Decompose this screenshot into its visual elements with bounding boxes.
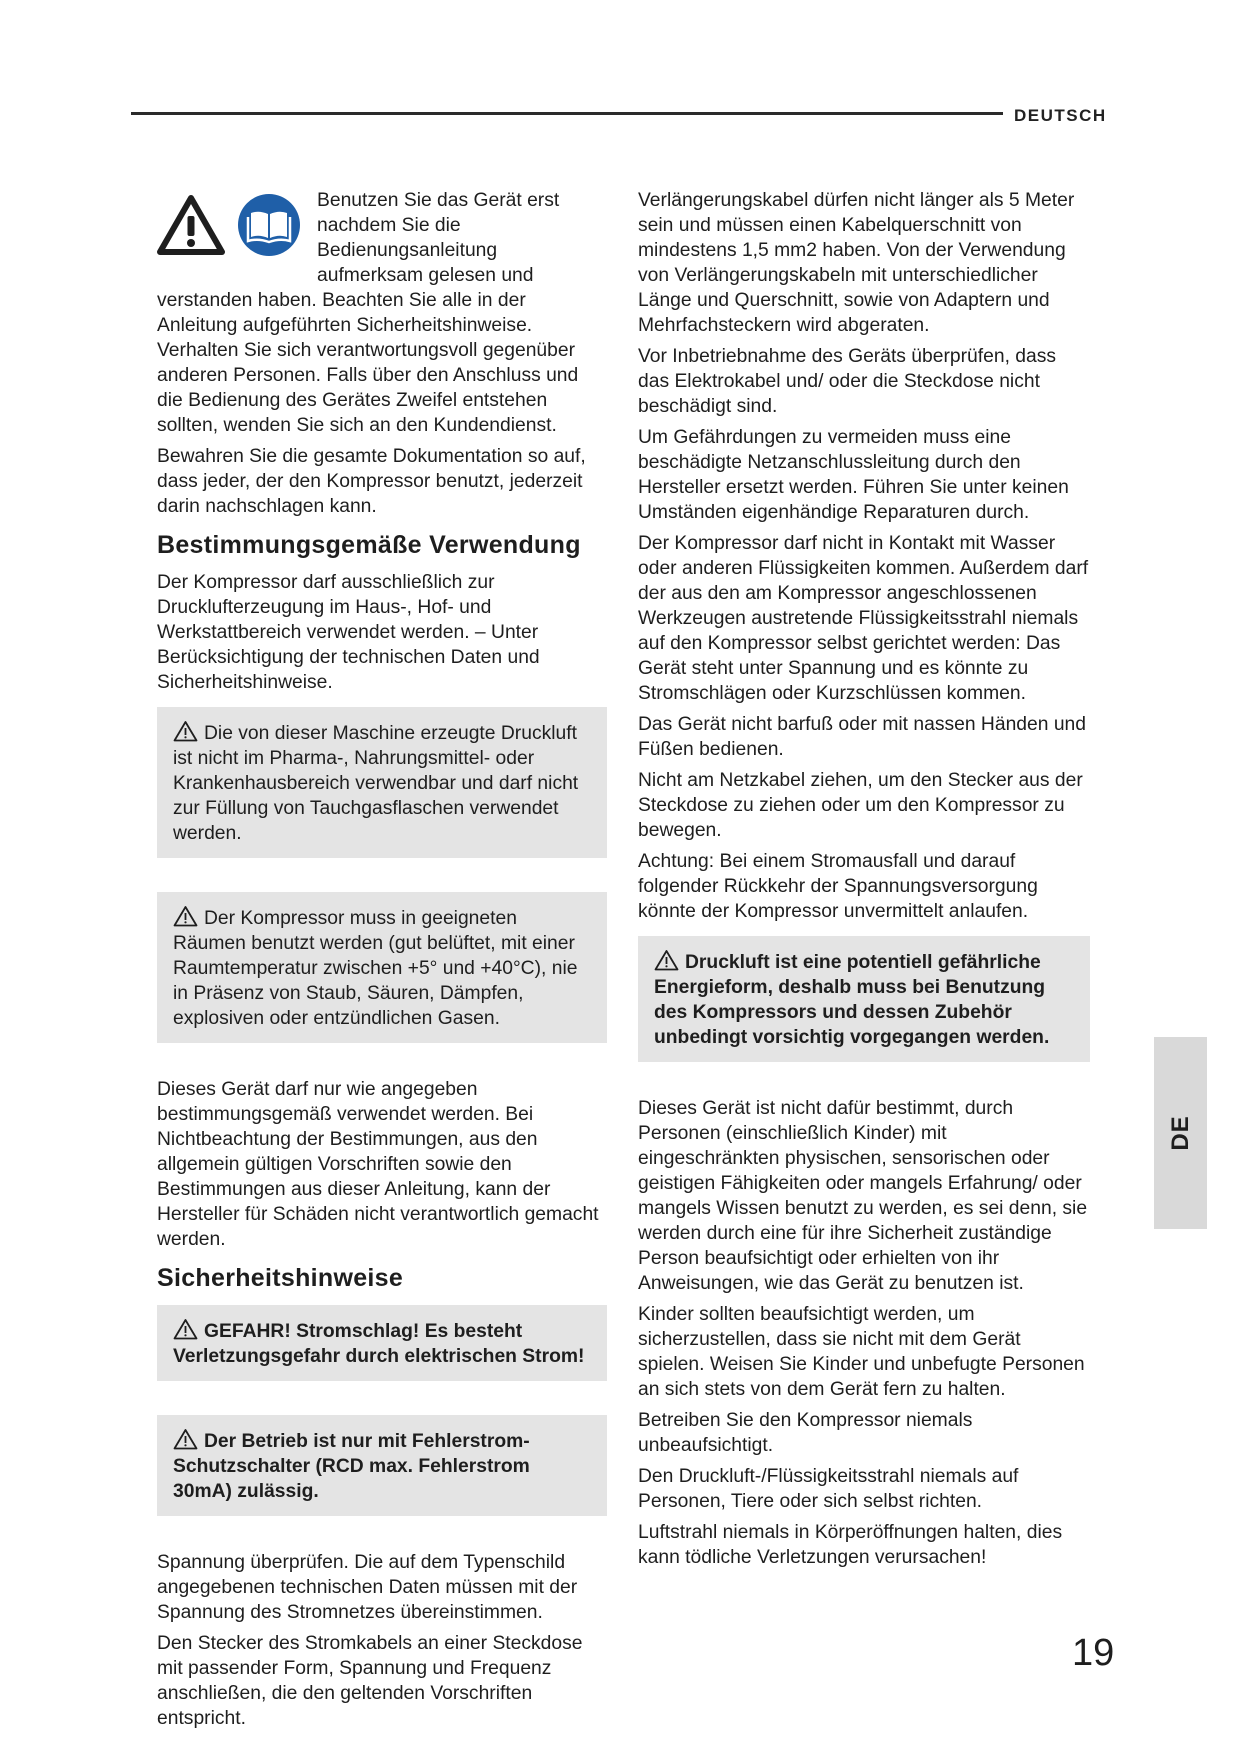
warning-triangle-icon [173,905,198,927]
keep-docs-text: Bewahren Sie die gesamte Dokumentation so auf, dass jeder, der den Kompressor benutzt, jederzeit darin nachschlagen kann. [157,446,586,517]
usage-text: Der Kompressor darf ausschließlich zur Drucklufterzeugung im Haus-, Hof- und Werkstattbereich verwendet werden. – Unter Berücksichtigung der technischen Daten und Sicherheitshinweise. [157,572,540,693]
heading-safety: Sicherheitshinweise [157,1264,404,1292]
unattended-text: Betreiben Sie den Kompressor niemals unbeaufsichtigt. [638,1410,973,1456]
language-side-tab [1154,1037,1207,1229]
left-column [157,188,607,1737]
notice-rcd-text: Der Betrieb ist nur mit Fehlerstrom-Schutzschalter (RCD max. Fehlerstrom 30mA) zulässig. [173,1431,530,1502]
warning-triangle-icon [157,194,225,256]
warning-triangle-icon [173,720,198,742]
notice-box-rcd [157,1415,607,1516]
liability-text: Dieses Gerät darf nur wie angegeben bestimmungsgemäß verwendet werden. Bei Nichtbeachtung der Bestimmungen, aus den allgemein gültigen Vorschriften sowie den Bestimmungen aus dieser Anleitung, kann der Hersteller für Schäden nicht verantwortlich gemacht werden. [157,1079,599,1250]
read-manual-icon [237,193,301,257]
warning-triangle-icon [173,1318,198,1340]
heading-intended-use: Bestimmungsgemäße Verwendung [157,531,581,559]
water-text: Der Kompressor darf nicht in Kontakt mit Wasser oder anderen Flüssigkeiten kommen. Außerdem darf der aus den am Kompressor angeschlossenen Werkzeugen austretende Flüssigkeitsstrahl niemals auf den Kompressor selbst gerichtet werden: Das Gerät steht unter Spannung und es könnte zu Stromschlägen oder Kurzschlüssen kommen. [638,533,1089,704]
pull-cable-text: Nicht am Netzkabel ziehen, um den Stecker aus der Steckdose zu ziehen oder um den Kompressor zu bewegen. [638,770,1083,841]
intro-block [157,188,607,438]
language-side-tab-label: DE [1166,1115,1194,1151]
notice-energy-text: Druckluft ist eine potentiell gefährliche Energieform, deshalb muss bei Benutzung des Kompressors und dessen Zubehör unbedingt vorsichtig vorgegangen werden. [654,952,1050,1048]
repair-text: Um Gefährdungen zu vermeiden muss eine beschädigte Netzanschlussleitung durch den Hersteller ersetzt werden. Führen Sie unter keinen Umständen eigenhändige Reparaturen durch. [638,427,1069,523]
notice-box-energy [638,936,1090,1062]
header-language: DEUTSCH [1014,106,1107,125]
header-rule [131,112,1003,115]
persons-text: Dieses Gerät ist nicht dafür bestimmt, durch Personen (einschließlich Kinder) mit eingeschränkten physischen, sensorischen oder geistigen Fähigkeiten oder mangels Erfahrung/ oder mangels Wissen benutzt zu werden, es sei denn, sie werden durch eine für ihre Sicherheit zuständige Person beaufsichtigt oder erhielten von ihr Anweisungen, wie das Gerät zu benutzen ist. [638,1098,1088,1294]
notice-rooms-text: Der Kompressor muss in geeigneten Räumen benutzt werden (gut belüftet, mit einer Raumtemperatur zwischen +5° und +40°C), nie in Präsenz von Staub, Säuren, Dämpfen, explosiven oder entzündlichen Gasen. [173,908,578,1029]
plug-text: Den Stecker des Stromkabels an einer Steckdose mit passender Form, Spannung und Frequenz anschließen, die den geltenden Vorschriften entspricht. [157,1633,583,1729]
notice-box-pharma [157,707,607,858]
page-number: 19 [1072,1632,1115,1674]
power-failure-text: Achtung: Bei einem Stromausfall und darauf folgender Rückkehr der Spannungsversorgung könnte der Kompressor unvermittelt anlaufen. [638,851,1038,922]
children-text: Kinder sollten beaufsichtigt werden, um sicherzustellen, dass sie nicht mit dem Gerät spielen. Weisen Sie Kinder und unbefugte Personen an sich stets von dem Gerät fern zu halten. [638,1304,1085,1400]
notice-box-danger [157,1305,607,1381]
intro-text: Benutzen Sie das Gerät erst nachdem Sie die Bedienungsanleitung aufmerksam gelesen und verstanden haben. Beachten Sie alle in der Anleitung aufgeführten Sicherheitshinweise. Verhalten Sie sich verantwortungsvoll gegenüber anderen Personen. Falls über den Anschluss und die Bedienung des Gerätes Zweifel entstehen sollten, wenden Sie sich an den Kundendienst. [157,190,579,436]
extension-cable-text: Verlängerungskabel dürfen nicht länger als 5 Meter sein und müssen einen Kabelquerschnitt von mindestens 1,5 mm2 haben. Von der Verwendung von Verlängerungskabeln mit unterschiedlicher Länge und Querschnitt, sowie von Adaptern und Mehrfachsteckern wird abgeraten. [638,190,1075,336]
body-openings-text: Luftstrahl niemals in Körperöffnungen halten, dies kann tödliche Verletzungen verursachen! [638,1522,1063,1568]
jet-text: Den Druckluft-/Flüssigkeitsstrahl niemals auf Personen, Tiere oder sich selbst richten. [638,1466,1019,1512]
warning-triangle-icon [654,949,679,971]
right-column [638,188,1090,1576]
notice-pharma-text: Die von dieser Maschine erzeugte Druckluft ist nicht im Pharma-, Nahrungsmittel- oder Krankenhausbereich verwendbar und darf nicht zur Füllung von Tauchgasflaschen verwendet werden. [173,723,579,844]
check-cable-text: Vor Inbetriebnahme des Geräts überprüfen, dass das Elektrokabel und/ oder die Steckdose nicht beschädigt sind. [638,346,1057,417]
notice-danger-text: GEFAHR! Stromschlag! Es besteht Verletzungsgefahr durch elektrischen Strom! [173,1321,585,1367]
notice-box-rooms [157,892,607,1043]
intro-icons [157,188,314,264]
voltage-text: Spannung überprüfen. Die auf dem Typenschild angegebenen technischen Daten müssen mit der Spannung des Stromnetzes übereinstimmen. [157,1552,578,1623]
warning-triangle-icon [173,1428,198,1450]
barefoot-text: Das Gerät nicht barfuß oder mit nassen Händen und Füßen bedienen. [638,714,1086,760]
